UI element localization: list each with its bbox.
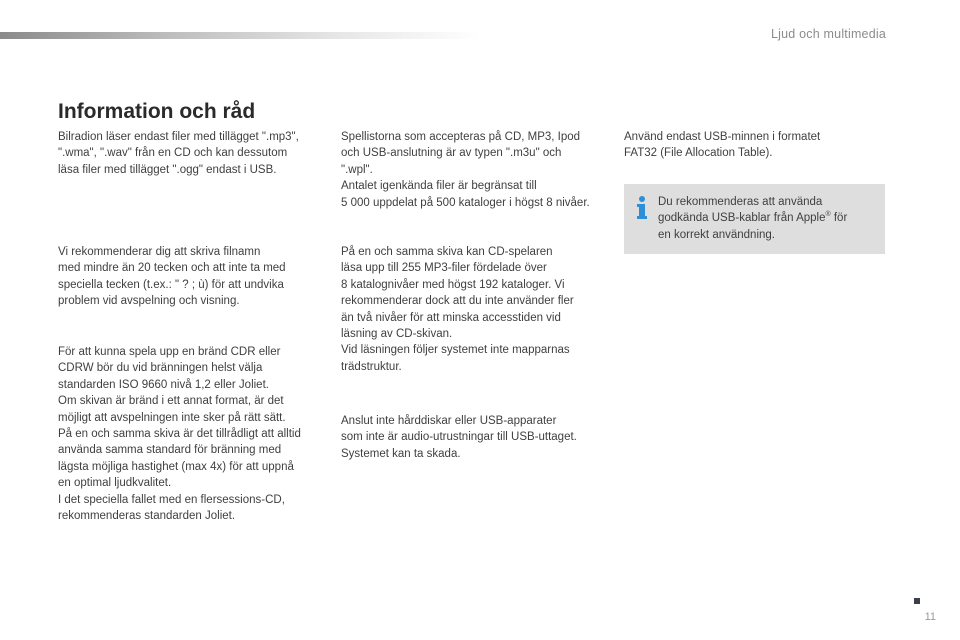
registered-mark: ® xyxy=(825,211,831,219)
text-line: ".wma", ".wav" från en CD och kan dessutom xyxy=(58,147,288,160)
text-line: FAT32 (File Allocation Table). xyxy=(624,147,773,160)
section-header: Ljud och multimedia xyxy=(771,27,886,41)
text-line: För att kunna spela upp en bränd CDR eller xyxy=(58,346,281,358)
text-line: möjligt att avspelningen inte sker på rätt sätt. xyxy=(58,411,286,424)
text-line: som inte är audio-utrustningar till USB-uttaget. xyxy=(341,431,577,444)
info-note-box xyxy=(624,184,885,254)
text-line: ".wpl". xyxy=(341,163,373,176)
text-line: läsa upp till 255 MP3-filer fördelade över xyxy=(341,262,547,275)
text-line: rekommenderar dock att du inte använder fler xyxy=(341,295,574,308)
page-title: Information och råd xyxy=(58,100,256,123)
text-line: läsning av CD-skivan. xyxy=(341,328,453,341)
text-line xyxy=(658,210,847,226)
text-line: trädstruktur. xyxy=(341,360,402,373)
text-line: 8 katalognivåer med högst 192 kataloger. Vi xyxy=(341,278,565,291)
text-line: Om skivan är bränd i ett annat format, är det xyxy=(58,395,284,408)
page-corner-marker xyxy=(914,598,920,604)
text-line: lägsta möjliga hastighet (max 4x) för att uppnå xyxy=(58,460,294,473)
col2-paragraph-3 xyxy=(341,413,577,462)
col2-paragraph-1 xyxy=(341,129,590,211)
text-segment: för xyxy=(830,212,848,225)
text-line: med mindre än 20 tecken och att inte ta med xyxy=(58,262,286,275)
text-line: Använd endast USB-minnen i formatet xyxy=(624,131,821,143)
info-icon xyxy=(635,196,649,220)
text-line: 5 000 uppdelat på 500 kataloger i högst 8 nivåer. xyxy=(341,196,590,209)
text-line: På en och samma skiva är det tillrådligt att alltid xyxy=(58,428,301,441)
text-line: använda samma standard för bränning med xyxy=(58,444,282,457)
text-line: Spellistorna som accepteras på CD, MP3, Ipod xyxy=(341,131,581,143)
text-line: Systemet kan ta skada. xyxy=(341,447,461,460)
text-line: Vi rekommenderar dig att skriva filnamn xyxy=(58,246,261,258)
text-line: problem vid avspelning och visning. xyxy=(58,295,240,308)
text-line: en korrekt användning. xyxy=(658,228,775,241)
text-line: Vid läsningen följer systemet inte mapparnas xyxy=(341,344,570,357)
text-line: än två nivåer för att minska accesstiden vid xyxy=(341,311,561,324)
col1-paragraph-3 xyxy=(58,344,301,524)
text-line: och USB-anslutning är av typen ".m3u" och xyxy=(341,147,562,160)
text-line: standarden ISO 9660 nivå 1,2 eller Joliet. xyxy=(58,378,269,391)
text-line: Anslut inte hårddiskar eller USB-apparater xyxy=(341,415,557,427)
col1-paragraph-1 xyxy=(58,129,299,178)
page-number: 11 xyxy=(924,611,936,623)
text-segment: godkända USB-kablar från Apple xyxy=(658,212,826,225)
text-line: läsa filer med tillägget ".ogg" endast i USB. xyxy=(58,163,277,176)
text-line: Du rekommenderas att använda xyxy=(658,196,823,208)
text-line: Antalet igenkända filer är begränsat till xyxy=(341,180,537,193)
text-line: en optimal ljudkvalitet. xyxy=(58,477,172,490)
text-line: speciella tecken (t.ex.: " ? ; ù) för att undvika xyxy=(58,278,284,291)
header-gradient-bar xyxy=(0,32,480,39)
text-line: CDRW bör du vid bränningen helst välja xyxy=(58,362,263,375)
text-line: I det speciella fallet med en flersessions-CD, xyxy=(58,493,285,506)
text-line: Bilradion läser endast filer med tillägget ".mp3", xyxy=(58,131,299,143)
col3-paragraph-1 xyxy=(624,129,820,162)
col2-paragraph-2 xyxy=(341,244,574,375)
text-line: rekommenderas standarden Joliet. xyxy=(58,510,236,523)
text-line: På en och samma skiva kan CD-spelaren xyxy=(341,246,553,258)
col1-paragraph-2 xyxy=(58,244,286,310)
info-note-text xyxy=(658,194,847,243)
